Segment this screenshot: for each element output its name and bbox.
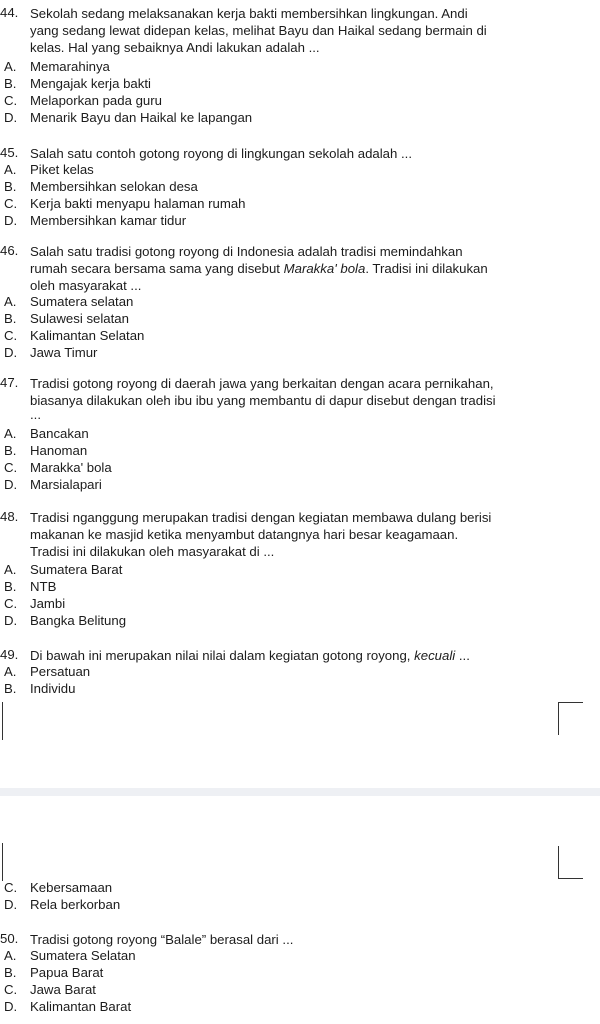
option-d[interactable]: D. Menarik Bayu dan Haikal ke lapangan [4, 110, 253, 125]
option-d[interactable]: D. Rela berkorban [4, 897, 121, 912]
question-number: 46. [0, 243, 19, 258]
tradition-name: Marakka' bola [283, 261, 366, 276]
option-b[interactable]: B. Papua Barat [4, 965, 104, 980]
option-a[interactable]: A. Sumatera Selatan [4, 948, 136, 963]
page-corner-left-bottom [2, 843, 3, 881]
page-break [0, 788, 600, 796]
question-number: 50. [0, 931, 19, 946]
option-d[interactable]: D. Membersihkan kamar tidur [4, 213, 187, 228]
option-a[interactable]: A. Sumatera selatan [4, 294, 134, 309]
page-corner-left-top [2, 702, 3, 740]
page-corner-right-bottom [558, 846, 583, 879]
question-stem: Di bawah ini merupakan nilai nilai dalam kegiatan gotong royong, kecuali ... [30, 648, 470, 663]
option-b[interactable]: B. Hanoman [4, 443, 88, 458]
option-c[interactable]: C. Kalimantan Selatan [4, 328, 145, 343]
option-c[interactable]: C. Jambi [4, 596, 66, 611]
option-c[interactable]: C. Marakka' bola [4, 460, 112, 475]
question-stem: Sekolah sedang melaksanakan kerja bakti membersihkan lingkungan. Andi yang sedang lewat didepan kelas, melihat Bayu dan Haikal sedang bermain di kelas. Hal yang sebaiknya Andi lakukan adalah ... [30, 6, 487, 55]
option-c[interactable]: C. Jawa Barat [4, 982, 96, 997]
option-c[interactable]: C. Kerja bakti menyapu halaman rumah [4, 196, 246, 211]
option-a[interactable]: A. Piket kelas [4, 162, 94, 177]
question-stem: Salah satu tradisi gotong royong di Indonesia adalah tradisi memindahkan rumah secara bersama sama yang disebut Marakka' bola. Tradisi ini dilakukan oleh masyarakat ... [30, 244, 488, 293]
emphasis-word: kecuali [414, 648, 456, 663]
question-number: 44. [0, 5, 19, 20]
option-a[interactable]: A. Persatuan [4, 664, 91, 679]
question-number: 47. [0, 375, 19, 390]
option-c[interactable]: C. Kebersamaan [4, 880, 113, 895]
option-d[interactable]: D. Kalimantan Barat [4, 999, 132, 1014]
option-b[interactable]: B. Sulawesi selatan [4, 311, 129, 326]
question-stem: Salah satu contoh gotong royong di lingkungan sekolah adalah ... [30, 146, 412, 161]
option-d[interactable]: D. Bangka Belitung [4, 613, 127, 628]
option-b[interactable]: B. Membersihkan selokan desa [4, 179, 198, 194]
option-d[interactable]: D. Marsialapari [4, 477, 102, 492]
option-a[interactable]: A. Memarahinya [4, 59, 110, 74]
option-b[interactable]: B. Mengajak kerja bakti [4, 76, 151, 91]
option-c[interactable]: C. Melaporkan pada guru [4, 93, 162, 108]
question-number: 45. [0, 145, 19, 160]
option-a[interactable]: A. Sumatera Barat [4, 562, 123, 577]
question-stem: Tradisi gotong royong di daerah jawa yang berkaitan dengan acara pernikahan, biasanya dilakukan oleh ibu ibu yang membantu di dapur disebut dengan tradisi ... [30, 376, 496, 422]
question-number: 49. [0, 647, 19, 662]
option-d[interactable]: D. Jawa Timur [4, 345, 98, 360]
page-corner-right-top [558, 702, 583, 735]
option-b[interactable]: B. Individu [4, 681, 76, 696]
question-number: 48. [0, 509, 19, 524]
question-stem: Tradisi nganggung merupakan tradisi dengan kegiatan membawa dulang berisi makanan ke masjid ketika menyambut datangnya hari besar keagamaan. Tradisi ini dilakukan oleh masyarakat di ... [30, 510, 492, 559]
option-a[interactable]: A. Bancakan [4, 426, 89, 441]
option-b[interactable]: B. NTB [4, 579, 57, 594]
question-stem: Tradisi gotong royong “Balale” berasal dari ... [30, 932, 294, 947]
